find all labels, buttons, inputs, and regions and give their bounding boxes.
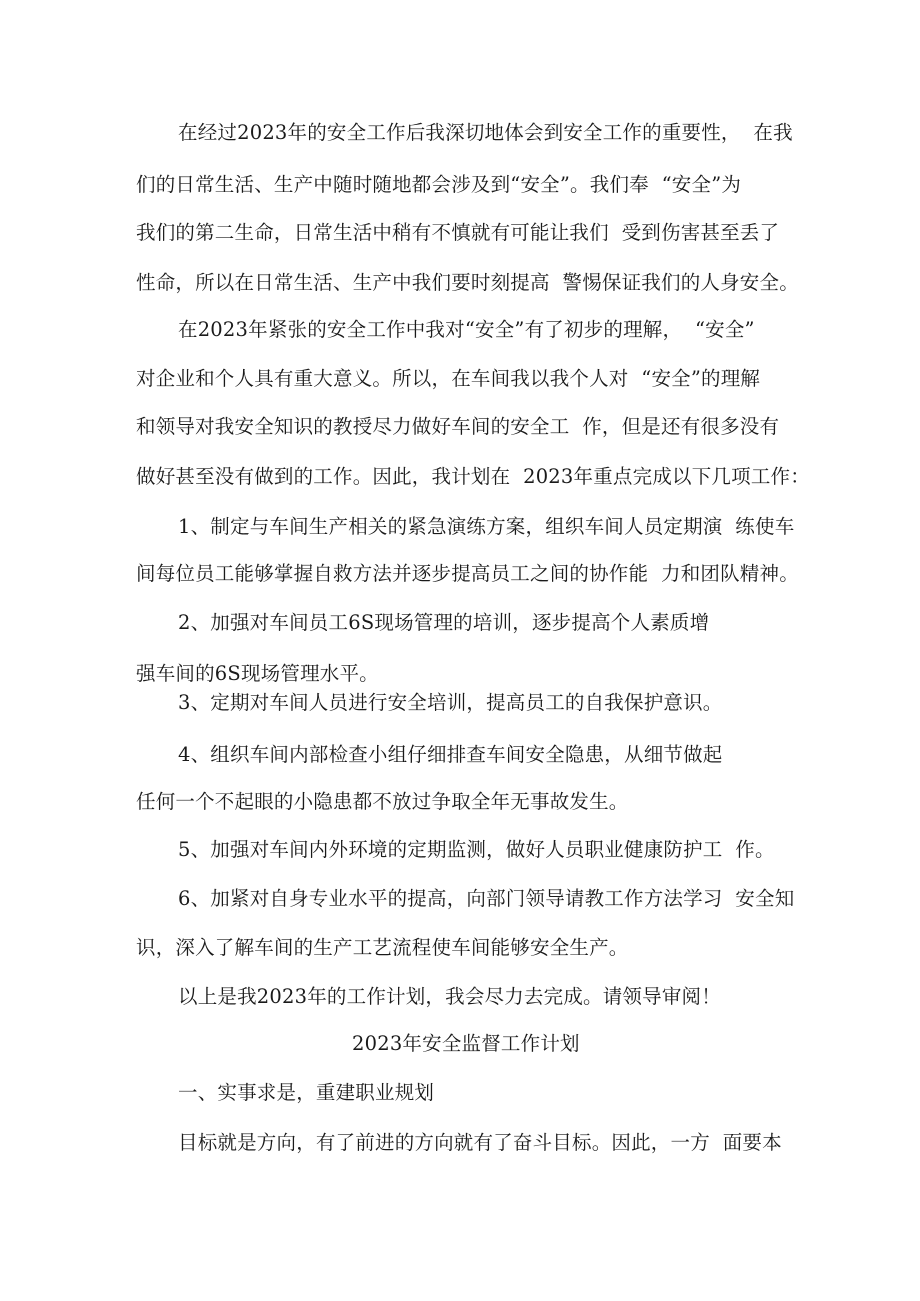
paragraph-2-line-3: 和领导对我安全知识的教授尽力做好车间的安全工 作，但是还有很多没有 <box>136 415 780 438</box>
item-1-line-2: 间每位员工能够掌握自救方法并逐步提高员工之间的协作能 力和团队精神。 <box>136 562 799 585</box>
item-2-line-1: 2、加强对车间员工6S现场管理的培训，逐步提高个人素质增 <box>178 611 710 634</box>
paragraph-1-line-1: 在经过2023年的安全工作后我深切地体会到安全工作的重要性， 在我 <box>178 121 793 144</box>
section-title: 2023年安全监督工作计划 <box>352 1032 580 1055</box>
item-2-line-2: 强车间的6S现场管理水平。 <box>136 662 379 685</box>
item-4-line-2: 任何一个不起眼的小隐患都不放过争取全年无事故发生。 <box>136 790 629 813</box>
paragraph-2-line-2: 对企业和个人具有重大意义。所以，在车间我以我个人对 “安全”的理解 <box>136 367 761 390</box>
paragraph-3-line-1: 目标就是方向，有了前进的方向就有了奋斗目标。因此，一方 面要本 <box>178 1131 782 1154</box>
item-5: 5、加强对车间内外环境的定期监测，做好人员职业健康防护工 作。 <box>178 838 775 861</box>
item-4-line-1: 4、组织车间内部检查小组仔细排查车间安全隐患，从细节做起 <box>178 743 723 766</box>
paragraph-2-line-4: 做好甚至没有做到的工作。因此，我计划在 2023年重点完成以下几项工作： <box>136 465 810 488</box>
paragraph-1-line-3: 我们的第二生命，日常生活中稍有不慎就有可能让我们 受到伤害甚至丢了 <box>136 221 780 244</box>
section-heading-1: 一、实事求是，重建职业规划 <box>178 1081 435 1104</box>
item-6-line-1: 6、加紧对自身专业水平的提高，向部门领导请教工作方法学习 安全知 <box>178 887 795 910</box>
paragraph-2-line-1: 在2023年紧张的安全工作中我对“安全”有了初步的理解， “安全” <box>178 318 755 341</box>
closing-paragraph: 以上是我2023年的工作计划，我会尽力去完成。请领导审阅！ <box>178 985 721 1008</box>
paragraph-1-line-4: 性命，所以在日常生活、生产中我们要时刻提高 警惕保证我们的人身安全。 <box>136 271 799 294</box>
item-1-line-1: 1、制定与车间生产相关的紧急演练方案，组织车间人员定期演 练使车 <box>178 515 795 538</box>
paragraph-1-line-2: 们的日常生活、生产中随时随地都会涉及到“安全”。我们奉 “安全”为 <box>136 173 742 196</box>
item-6-line-2: 识，深入了解车间的生产工艺流程使车间能够安全生产。 <box>136 936 629 959</box>
item-3: 3、定期对车间人员进行安全培训，提高员工的自我保护意识。 <box>178 691 723 714</box>
